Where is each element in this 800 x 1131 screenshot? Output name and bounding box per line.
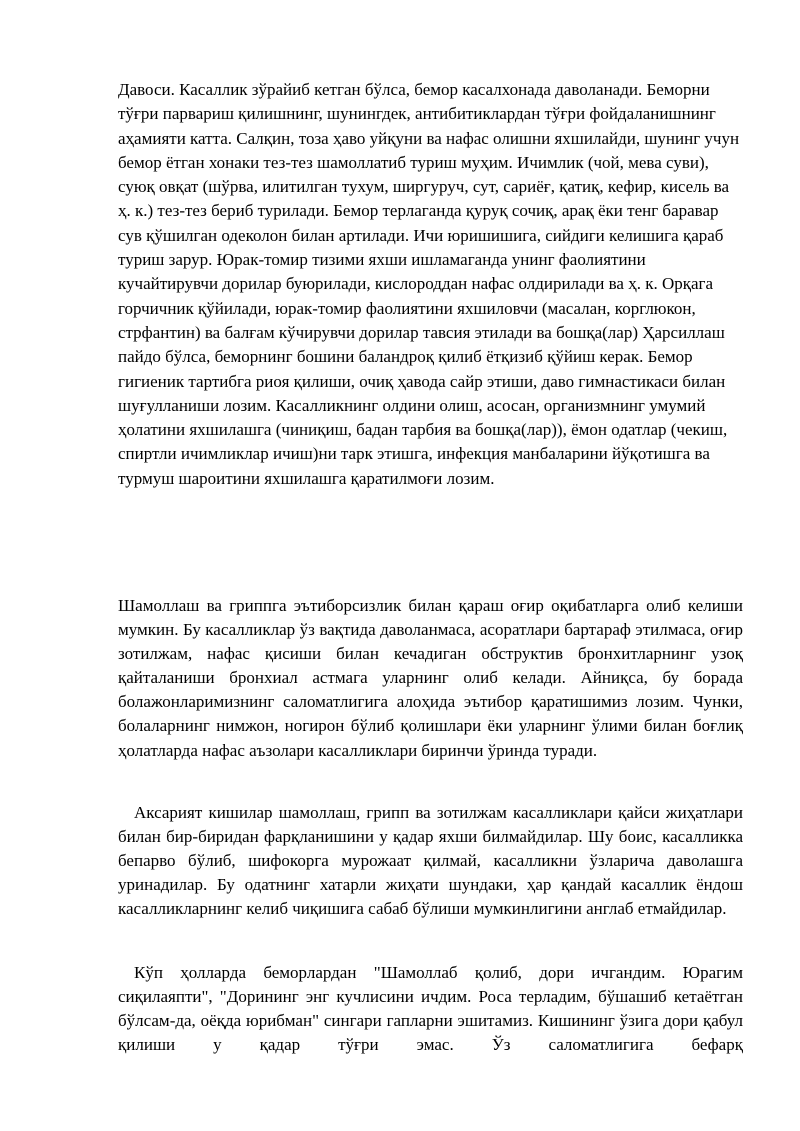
paragraph-differences: Аксарият кишилар шамоллаш, грипп ва зотилжам касалликлари қайси жиҳатлари билан бир-биридан фарқланишини у қадар яхши билмайдилар. Шу боис, касалликка бепарво бўлиб, шифокорга мурожаат қилмай, касалликни ўзларича даволашга уринадилар. Бу одатнинг хатарли жиҳати шундаки, ҳар қандай касаллик ёндош касалликларнинг келиб чиқишига сабаб бўлиши мумкинлигини англаб етмайдилар.: [118, 803, 743, 919]
paragraph-treatment: Давоси. Касаллик зўрайиб кетган бўлса, бемор касалхонада даволанади. Беморни тўғри парвариш қилишнинг, шунингдек, антибитиклардан тўғри фойдаланишнинг аҳамияти катта. Салқин, тоза ҳаво уйқуни ва нафас олишни яхшилайди, шунинг учун бемор ётган хонаки тез-тез шамоллатиб туриш муҳим. Ичимлик (чой, мева суви), суюқ овқат (шўрва, илитилган тухум, ширгуруч, сут, сариёғ, қатиқ, кефир, кисель ва ҳ. к.) тез-тез бериб турилади. Бемор терлаганда қуруқ сочиқ, арақ ёки тенг баравар сув қўшилган одеколон билан артилади. Ичи юришишига, сийдиги келишига қараб туриш зарур. Юрак-томир тизими яхши ишламаганда унинг фаолиятини кучайтирувчи дорилар буюрилади, кислороддан нафас олдирилади ва ҳ. к. Орқага горчичник қўйилади, юрак-томир фаолиятини яхшиловчи (масалан, корглюкон, стрфантин) ва балғам кўчирувчи дорилар тавсия этилади ва бошқа(лар) Ҳарсиллаш пайдо бўлса, беморнинг бошини баландроқ қилиб ётқизиб қўйиш керак. Бемор гигиеник тартибга риоя қилиши, очиқ ҳавода сайр этиши, даво гимнастикаси билан шуғулланиши лозим. Касалликнинг олдини олиш, асосан, организмнинг умумий ҳолатини яхшилашга (чиниқиш, бадан тарбия ва бошқа(лар)), ёмон одатлар (чекиш, спиртли ичимликлар ичиш)ни тарк этишга, инфекция манбаларини йўқотишга ва турмуш шароитини яхшилашга қаратилмоғи лозим.: [118, 80, 740, 488]
paragraph-complications: Шамоллаш ва гриппга эътиборсизлик билан қараш оғир оқибатларга олиб келиши мумкин. Бу касалликлар ўз вақтида даволанмаса, асоратлари бартараф этилмаса, оғир зотилжам, нафас қисиши билан кечадиган обструктив бронхитларнинг узоқ қайталаниши бронхиал астмага уларнинг олиб келади. Айниқса, бу борада болажонларимизнинг саломатлигига алоҳида эътибор қаратишимиз лозим. Чунки, болаларнинг нимжон, ногирон бўлиб қолишлари ёки уларнинг ўлими билан боғлиқ ҳолатларда нафас аъзолари касалликлари биринчи ўринда туради.: [118, 596, 743, 760]
paragraph-self-medication: Кўп ҳолларда беморлардан "Шамоллаб қолиб, дори ичгандим. Юрагим сиқилаяпти", "Дорининг энг кучлисини ичдим. Роса терладим, бўшашиб кетаётган бўлсам-да, оёқда юрибман" сингари гапларни эшитамиз. Кишининг ўзига дори қабул қилиши у қадар тўғри эмас. Ўз саломатлигига бефарқ: [118, 963, 743, 1055]
